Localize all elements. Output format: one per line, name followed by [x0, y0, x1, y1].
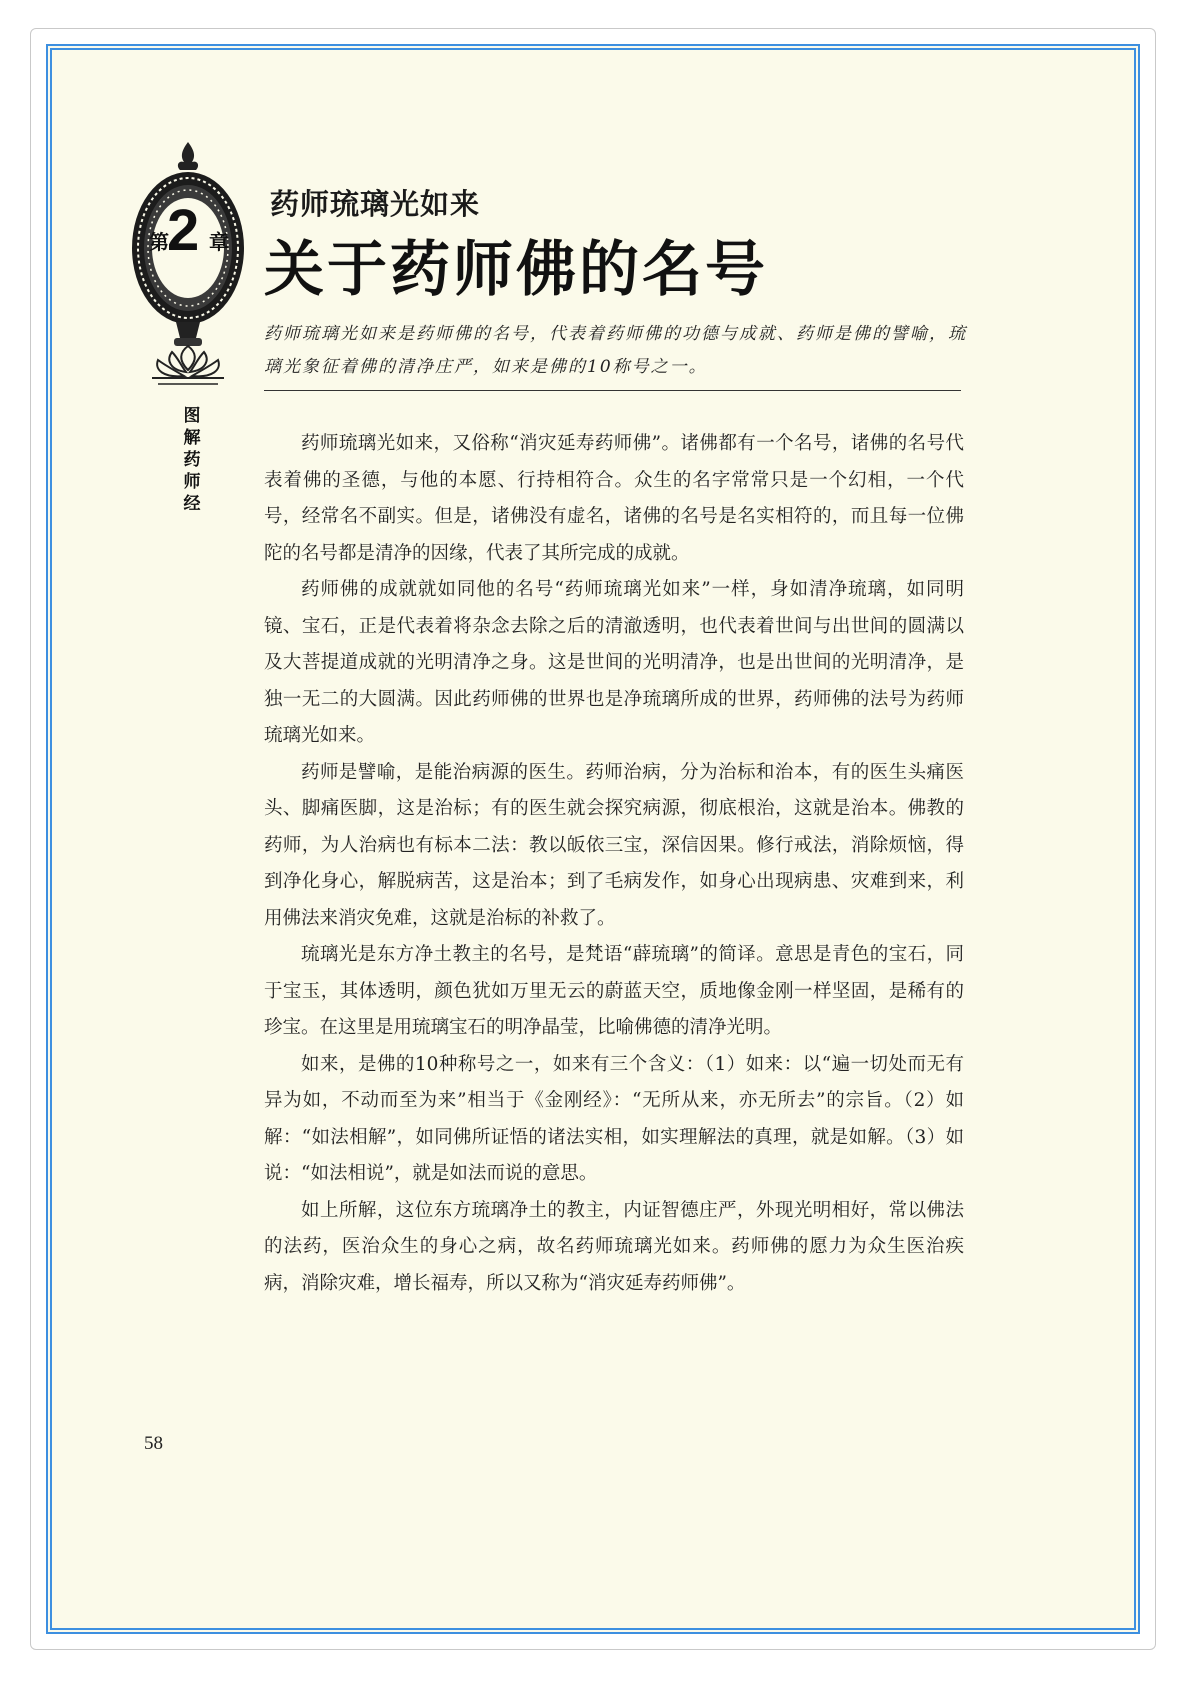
divider — [264, 390, 961, 391]
body-paragraph: 药师佛的成就就如同他的名号“药师琉璃光如来”一样，身如清净琉璃，如同明镜、宝石，正是代表着将杂念去除之后的清澈透明，也代表着世间与出世间的圆满以及大菩提道成就的光明清净之身。这是世间的光明清净，也是出世间的光明清净，是独一无二的大圆满。因此药师佛的世界也是净琉璃所成的世界，药师佛的法号为药师琉璃光如来。 — [264, 579, 964, 746]
series-title: 药师琉璃光如来 — [270, 187, 481, 221]
book-side-label — [180, 405, 204, 515]
chapter-prefix: 第 — [149, 230, 169, 254]
body-paragraph: 药师琉璃光如来，又俗称“消灾延寿药师佛”。诸佛都有一个名号，诸佛的名号代表着佛的圣德，与他的本愿、行持相符合。众生的名字常常只是一个幻相，一个代号，经常名不副实。但是，诸佛没有虚名，诸佛的名号是名实相符的，而且每一位佛陀的名号都是清净的因缘，代表了其所完成的成就。 — [264, 433, 964, 564]
side-label-char: 经 — [183, 494, 201, 514]
body-paragraph: 琉璃光是东方净土教主的名号，是梵语“薜琉璃”的简译。意思是青色的宝石，同于宝玉，其体透明，颜色犹如万里无云的蔚蓝天空，质地像金刚一样坚固，是稀有的珍宝。在这里是用琉璃宝石的明净晶莹，比喻佛德的清净光明。 — [264, 944, 964, 1038]
chapter-number: 2 — [167, 198, 200, 263]
page-number: 58 — [144, 1433, 163, 1454]
side-label-char: 图 — [183, 406, 201, 426]
body-paragraph: 药师是譬喻，是能治病源的医生。药师治病，分为治标和治本，有的医生头痛医头、脚痛医脚，这是治标；有的医生就会探究病源，彻底根治，这就是治本。佛教的药师，为人治病也有标本二法：教以皈依三宝，深信因果。修行戒法，消除烦恼，得到净化身心，解脱病苦，这是治本；到了毛病发作，如身心出现病患、灾难到来，利用佛法来消灾免难，这就是治标的补救了。 — [264, 761, 964, 929]
body-paragraph: 如来，是佛的10种称号之一，如来有三个含义：（1）如来：以“遍一切处而无有异为如，不动而至为来”相当于《金刚经》：“无所从来，亦无所去”的宗旨。（2）如解：“如法相解”，如同佛所证悟的诸法实相，如实理解法的真理，就是如解。（3）如说：“如法相说”，就是如法而说的意思。 — [264, 1053, 964, 1184]
chapter-badge — [143, 198, 233, 268]
side-label-char: 解 — [183, 428, 201, 448]
side-label-char: 药 — [183, 450, 201, 470]
chapter-title: 关于药师佛的名号 — [264, 235, 768, 305]
body-text — [264, 426, 964, 1302]
chapter-suffix: 章 — [209, 230, 229, 254]
side-label-char: 师 — [183, 472, 201, 492]
body-paragraph: 如上所解，这位东方琉璃净土的教主，内证智德庄严，外现光明相好，常以佛法的法药，医治众生的身心之病，故名药师琉璃光如来。药师佛的愿力为众生医治疾病，消除灾难，增长福寿，所以又称为“消灾延寿药师佛”。 — [264, 1199, 964, 1294]
chapter-intro: 药师琉璃光如来是药师佛的名号，代表着药师佛的功德与成就、药师是佛的譬喻，琉璃光象征着佛的清净庄严，如来是佛的10称号之一。 — [264, 324, 967, 377]
chapter-medallion-emblem — [128, 138, 248, 408]
book-page — [46, 44, 1140, 1634]
